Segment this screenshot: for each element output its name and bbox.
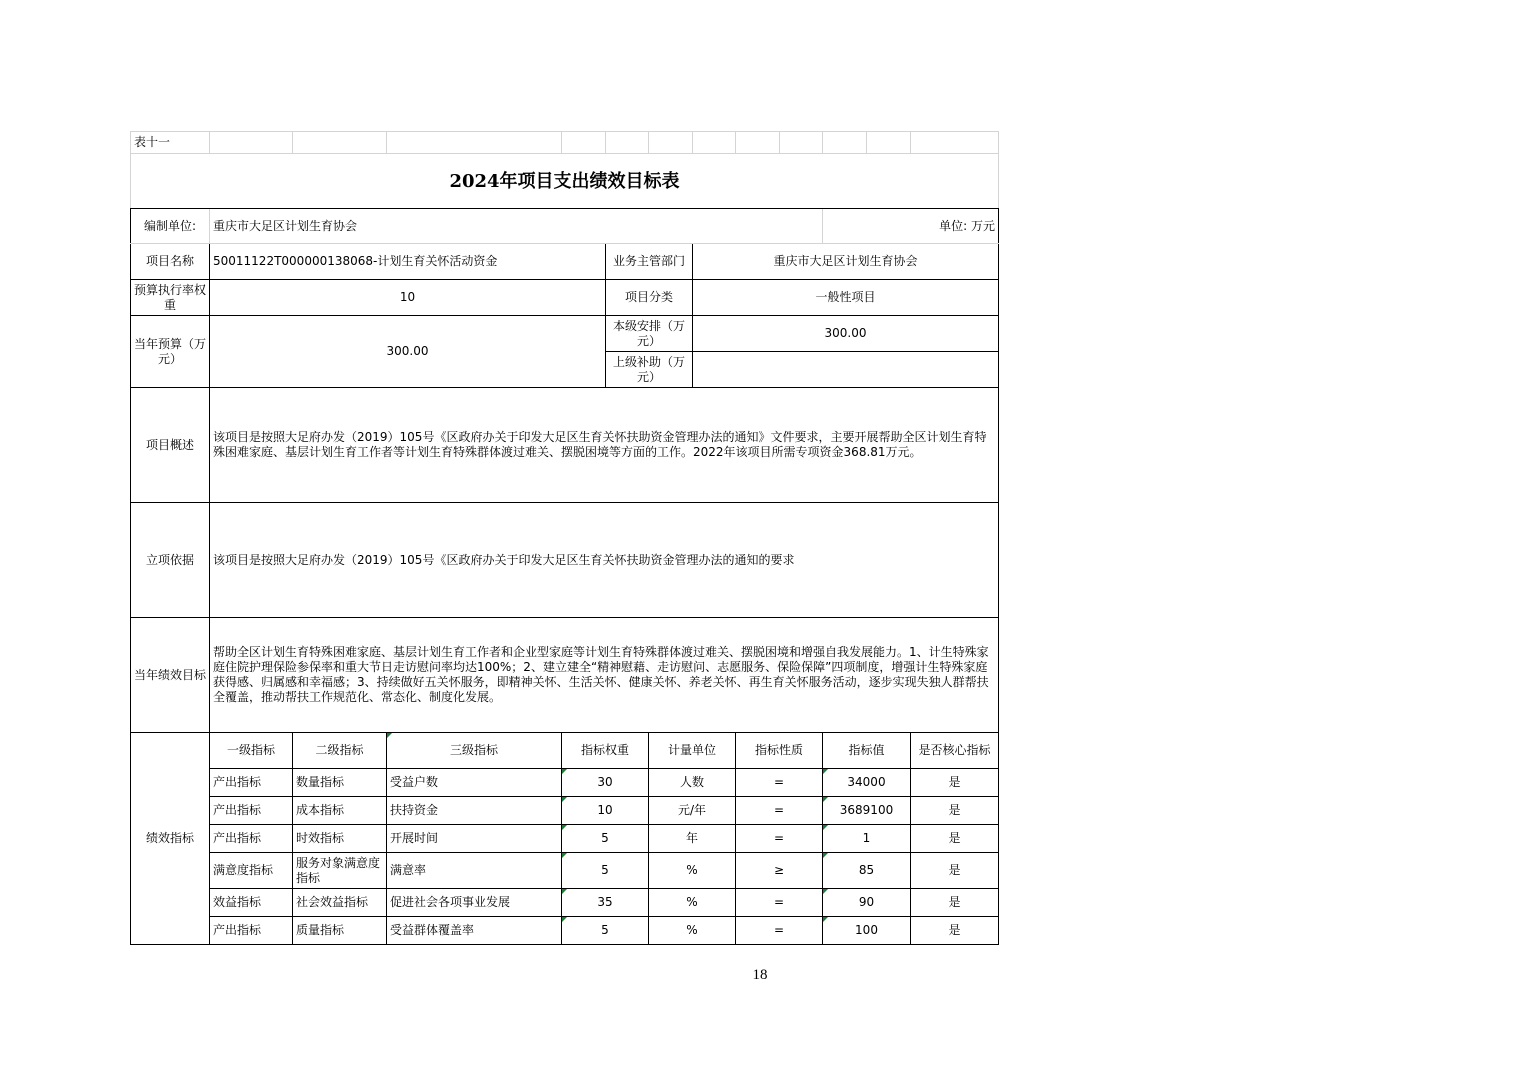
row-nature: =: [736, 797, 823, 825]
sheet-label: 表十一: [131, 132, 210, 154]
row-core: 是: [911, 769, 999, 797]
org-value: 重庆市大足区计划生育协会: [210, 209, 823, 244]
row-core: 是: [911, 853, 999, 889]
performance-target-sheet: [130, 131, 998, 945]
row-nature: =: [736, 825, 823, 853]
row-level3: 受益群体覆盖率: [387, 917, 562, 945]
row-value: 1: [823, 825, 911, 853]
unit-label: 单位: 万元: [823, 209, 999, 244]
org-label: 编制单位:: [131, 209, 210, 244]
goal-label: 当年绩效目标: [131, 618, 210, 733]
row-level1: 产出指标: [210, 769, 293, 797]
row-weight: 5: [562, 825, 649, 853]
row-core: 是: [911, 797, 999, 825]
row-level2: 质量指标: [293, 917, 387, 945]
row-core: 是: [911, 825, 999, 853]
row-unit: 人数: [649, 769, 736, 797]
row-unit: %: [649, 853, 736, 889]
table-row: [131, 769, 999, 797]
page-title: 2024年项目支出绩效目标表: [131, 154, 999, 209]
row-unit: %: [649, 889, 736, 917]
budget-label: 当年预算（万元）: [131, 316, 210, 388]
row-level1: 效益指标: [210, 889, 293, 917]
table-row: [131, 853, 999, 889]
local-label: 本级安排（万元）: [606, 316, 693, 352]
row-nature: =: [736, 769, 823, 797]
table-row: [131, 797, 999, 825]
weight-value: 10: [210, 280, 606, 316]
project-name-value: 50011122T000000138068-计划生育关怀活动资金: [210, 244, 606, 280]
row-nature: ≥: [736, 853, 823, 889]
row-core: 是: [911, 889, 999, 917]
header-weight: 指标权重: [562, 733, 649, 769]
table-row: [131, 825, 999, 853]
row-level2: 时效指标: [293, 825, 387, 853]
row-unit: 元/年: [649, 797, 736, 825]
row-value: 100: [823, 917, 911, 945]
row-core: 是: [911, 917, 999, 945]
performance-table: [130, 131, 999, 945]
indicators-label: 绩效指标: [131, 733, 210, 945]
row-level1: 产出指标: [210, 825, 293, 853]
header-level1: 一级指标: [210, 733, 293, 769]
dept-value: 重庆市大足区计划生育协会: [693, 244, 999, 280]
header-unit: 计量单位: [649, 733, 736, 769]
budget-value: 300.00: [210, 316, 606, 388]
row-level1: 产出指标: [210, 797, 293, 825]
local-value: 300.00: [693, 316, 999, 352]
row-level2: 社会效益指标: [293, 889, 387, 917]
row-level3: 促进社会各项事业发展: [387, 889, 562, 917]
category-label: 项目分类: [606, 280, 693, 316]
basis-label: 立项依据: [131, 503, 210, 618]
row-value: 34000: [823, 769, 911, 797]
dept-label: 业务主管部门: [606, 244, 693, 280]
row-unit: 年: [649, 825, 736, 853]
row-nature: =: [736, 917, 823, 945]
category-value: 一般性项目: [693, 280, 999, 316]
row-nature: =: [736, 889, 823, 917]
row-level2: 数量指标: [293, 769, 387, 797]
row-value: 3689100: [823, 797, 911, 825]
row-level1: 满意度指标: [210, 853, 293, 889]
row-level3: 受益户数: [387, 769, 562, 797]
header-level3: 三级指标: [387, 733, 562, 769]
row-level3: 开展时间: [387, 825, 562, 853]
header-value: 指标值: [823, 733, 911, 769]
basis-text: 该项目是按照大足府办发（2019）105号《区政府办关于印发大足区生育关怀扶助资金管理办法的通知的要求: [210, 503, 999, 618]
upper-label: 上级补助（万元）: [606, 352, 693, 388]
row-level2: 服务对象满意度指标: [293, 853, 387, 889]
row-level3: 满意率: [387, 853, 562, 889]
table-row: [131, 889, 999, 917]
row-weight: 5: [562, 853, 649, 889]
upper-value: [693, 352, 999, 388]
header-core: 是否核心指标: [911, 733, 999, 769]
goal-text: 帮助全区计划生育特殊困难家庭、基层计划生育工作者和企业型家庭等计划生育特殊群体渡过难关、摆脱困境和增强自我发展能力。1、计生特殊家庭住院护理保险参保率和重大节日走访慰问率均达100%；2、建立建全“精神慰藉、走访慰问、志愿服务、保险保障”四项制度，增强计生特殊家庭获得感、归属感和幸福感；3、持续做好五关怀服务，即精神关怀、生活关怀、健康关怀、养老关怀、再生育关怀服务活动，逐步实现失独人群帮扶全覆盖，推动帮扶工作规范化、常态化、制度化发展。: [210, 618, 999, 733]
row-value: 85: [823, 853, 911, 889]
row-weight: 10: [562, 797, 649, 825]
project-name-label: 项目名称: [131, 244, 210, 280]
row-weight: 30: [562, 769, 649, 797]
row-unit: %: [649, 917, 736, 945]
page-number: 18: [752, 967, 768, 983]
header-level2: 二级指标: [293, 733, 387, 769]
weight-label: 预算执行率权重: [131, 280, 210, 316]
row-level1: 产出指标: [210, 917, 293, 945]
row-value: 90: [823, 889, 911, 917]
row-weight: 35: [562, 889, 649, 917]
row-level3: 扶持资金: [387, 797, 562, 825]
overview-label: 项目概述: [131, 388, 210, 503]
header-nature: 指标性质: [736, 733, 823, 769]
row-weight: 5: [562, 917, 649, 945]
overview-text: 该项目是按照大足府办发（2019）105号《区政府办关于印发大足区生育关怀扶助资金管理办法的通知》文件要求，主要开展帮助全区计划生育特殊困难家庭、基层计划生育工作者等计划生育特殊群体渡过难关、摆脱困境等方面的工作。2022年该项目所需专项资金368.81万元。: [210, 388, 999, 503]
table-row: [131, 917, 999, 945]
row-level2: 成本指标: [293, 797, 387, 825]
